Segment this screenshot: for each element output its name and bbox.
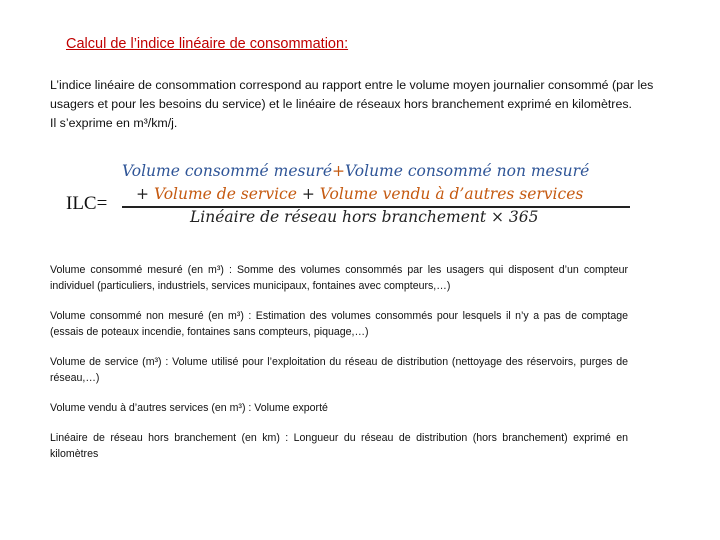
definition-volume-non-mesure: Volume consommé non mesuré (en m³) : Estimation des volumes consommés pour lesquels il n’y a pas de comptage (essais de poteaux incendie, fontaines sans compteurs, piquage,…) bbox=[50, 310, 628, 338]
definition-lineaire-reseau: Linéaire de réseau hors branchement (en km) : Longueur du réseau de distribution (hors branchement) exprimé en kilomètres bbox=[50, 432, 628, 460]
formula-term-volume-service: Volume de service bbox=[153, 185, 297, 203]
formula-numerator-line2 bbox=[136, 185, 583, 203]
formula-plus-2: + bbox=[136, 185, 149, 203]
intro-paragraph bbox=[50, 76, 690, 133]
formula-term-volume-vendu: Volume vendu à d’autres services bbox=[319, 185, 584, 203]
ilc-formula bbox=[66, 160, 646, 230]
formula-plus-1: + bbox=[332, 162, 346, 180]
formula-lhs: ILC= bbox=[66, 193, 108, 214]
definition-volume-service: Volume de service (m³) : Volume utilisé pour l’exploitation du réseau de distribution (nettoyage des réservoirs, purges de réseau,…) bbox=[50, 356, 628, 384]
definition-volume-mesure: Volume consommé mesuré (en m³) : Somme des volumes consommés par les usagers qui disposent d’un compteur individuel (particuliers, industriels, services municipaux, fontaines avec compteurs,…) bbox=[50, 264, 628, 292]
intro-unit-text: Il s’exprime en m³/km/j. bbox=[50, 116, 178, 130]
definitions-list bbox=[50, 262, 628, 476]
intro-text: L’indice linéaire de consommation correspond au rapport entre le volume moyen journalier consommé (par les usagers et pour les besoins du service) et le linéaire de réseaux hors branchement exprimé en kilomètres. bbox=[50, 78, 654, 111]
formula-term-volume-mesure: Volume consommé mesuré bbox=[122, 162, 333, 180]
formula-term-volume-non-mesure: Volume consommé non mesuré bbox=[345, 162, 590, 180]
formula-numerator-line1 bbox=[122, 162, 589, 180]
formula-denominator: Linéaire de réseau hors branchement × 365 bbox=[190, 208, 539, 226]
page-title: Calcul de l’indice linéaire de consommation: bbox=[66, 36, 349, 52]
definition-volume-vendu: Volume vendu à d’autres services (en m³) : Volume exporté bbox=[50, 402, 328, 414]
formula-plus-3: + bbox=[296, 185, 320, 203]
